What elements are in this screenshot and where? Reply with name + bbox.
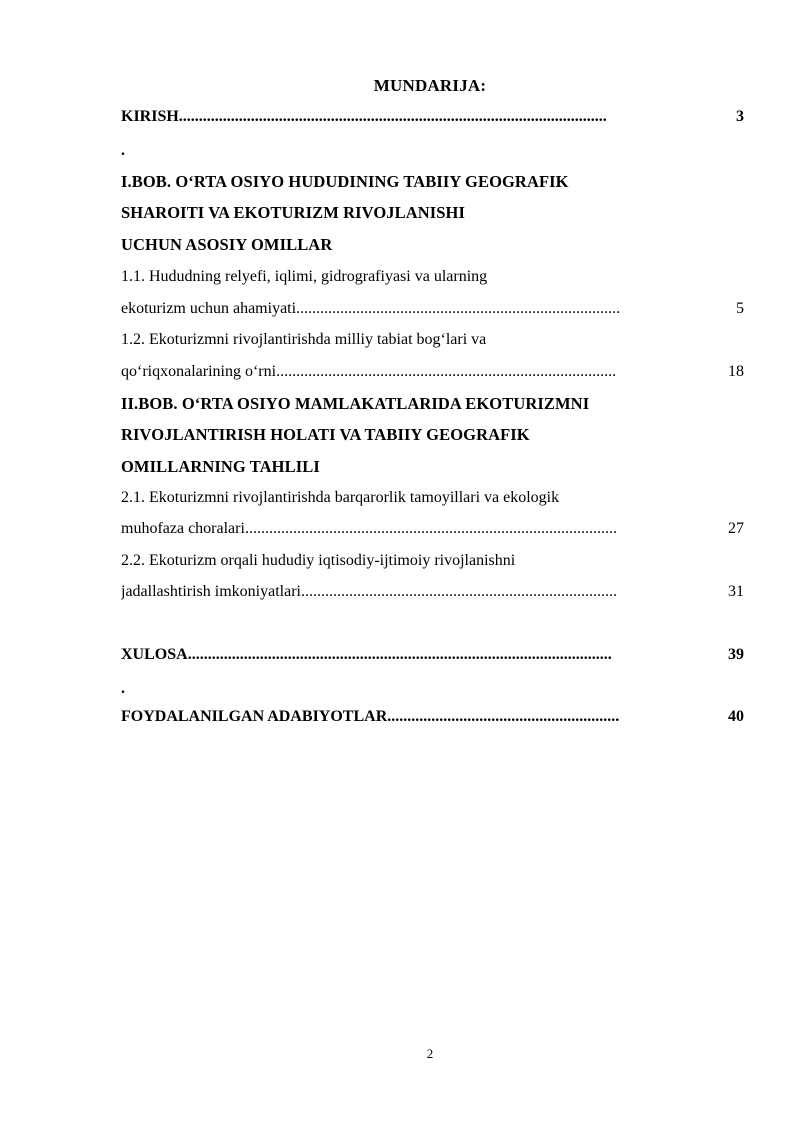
toc-page-number: 3 bbox=[736, 108, 744, 125]
toc-entry-intro[interactable] bbox=[121, 108, 744, 132]
toc-leader-dots: ................................................................................. bbox=[296, 300, 621, 317]
toc-entry-label: FOYDALANILGAN ADABIYOTLAR bbox=[121, 708, 388, 725]
toc-leader-dots: ............................................................................................. bbox=[244, 520, 617, 537]
toc-title: MUNDARIJA: bbox=[373, 76, 487, 95]
toc-entry-section-1-2[interactable] bbox=[121, 363, 744, 387]
toc-page-number: 31 bbox=[728, 583, 744, 600]
chapter-2-heading-line-1[interactable]: II.BOB. O‘RTA OSIYO MAMLAKATLARIDA EKOTURIZMNI bbox=[121, 394, 590, 413]
toc-page-number: 18 bbox=[728, 363, 744, 380]
toc-entry-label: qo‘riqxonalarining o‘rni bbox=[121, 363, 277, 380]
toc-entry-label: XULOSA bbox=[121, 646, 188, 663]
toc-entry-conclusion[interactable] bbox=[121, 646, 744, 670]
toc-page-number: 27 bbox=[728, 520, 744, 537]
toc-entry-label: KIRISH bbox=[121, 108, 179, 125]
chapter-2-heading-line-2[interactable]: RIVOJLANTIRISH HOLATI VA TABIIY GEOGRAFIK bbox=[121, 425, 530, 444]
toc-entry-label: muhofaza choralari bbox=[121, 520, 245, 537]
toc-leader-dots: ............................................................................... bbox=[300, 583, 617, 600]
toc-entry-label: ekoturizm uchun ahamiyati bbox=[121, 300, 297, 317]
section-2-1-line-1[interactable]: 2.1. Ekoturizmni rivojlantirishda barqarorlik tamoyillari va ekologik bbox=[121, 489, 560, 506]
toc-leader-dots: .......................................................... bbox=[387, 708, 620, 725]
toc-leader-dots: .......................................................................................................... bbox=[187, 646, 612, 663]
toc-leader-dots: ..................................................................................... bbox=[276, 363, 617, 380]
chapter-1-heading-line-1[interactable]: I.BOB. O‘RTA OSIYO HUDUDINING TABIIY GEOGRAFIK bbox=[121, 172, 569, 191]
chapter-1-heading-line-2[interactable]: SHAROITI VA EKOTURIZM RIVOJLANISHI bbox=[121, 203, 466, 222]
chapter-2-heading-line-3[interactable]: OMILLARNING TAHLILI bbox=[121, 457, 320, 476]
page-number: 2 bbox=[426, 1046, 434, 1061]
toc-page-number: 39 bbox=[728, 646, 744, 663]
toc-page-number: 40 bbox=[728, 708, 744, 725]
toc-entry-references[interactable] bbox=[121, 708, 744, 732]
toc-entry-section-2-1[interactable] bbox=[121, 520, 744, 544]
stray-dot: . bbox=[121, 680, 125, 697]
toc-entry-label: jadallashtirish imkoniyatlari bbox=[121, 583, 301, 600]
toc-entry-section-2-2[interactable] bbox=[121, 583, 744, 607]
stray-dot: . bbox=[121, 142, 125, 159]
toc-leader-dots: ........................................................................................................... bbox=[178, 108, 607, 125]
section-1-2-line-1[interactable]: 1.2. Ekoturizmni rivojlantirishda milliy tabiat bog‘lari va bbox=[121, 331, 487, 348]
section-1-1-line-1[interactable]: 1.1. Hududning relyefi, iqlimi, gidrografiyasi va ularning bbox=[121, 268, 488, 285]
section-2-2-line-1[interactable]: 2.2. Ekoturizm orqali hududiy iqtisodiy-ijtimoiy rivojlanishni bbox=[121, 552, 516, 569]
chapter-1-heading-line-3[interactable]: UCHUN ASOSIY OMILLAR bbox=[121, 235, 333, 254]
toc-entry-section-1-1[interactable] bbox=[121, 300, 744, 324]
toc-page-number: 5 bbox=[736, 300, 744, 317]
